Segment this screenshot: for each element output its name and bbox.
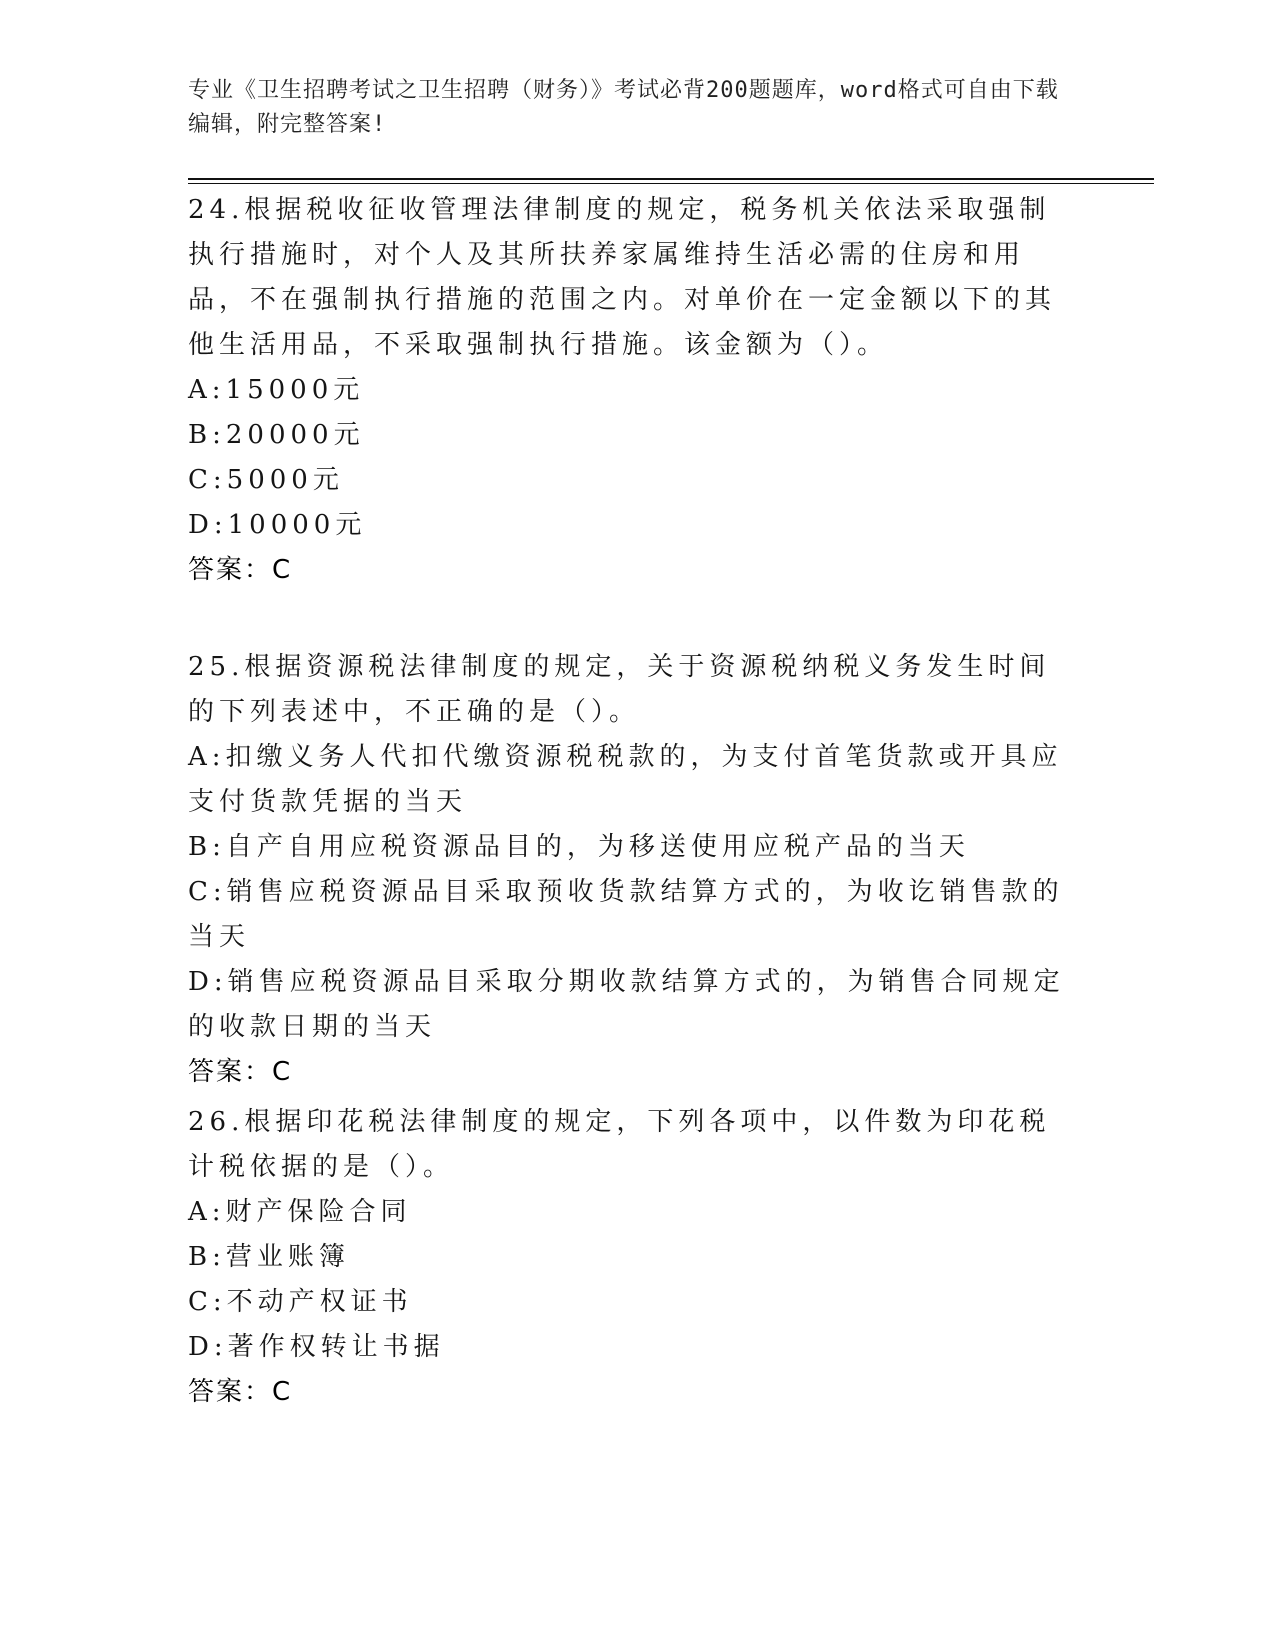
option-d: D:10000元 — [188, 510, 367, 540]
option-b: B:自产自用应税资源品目的，为移送使用应税产品的当天 — [188, 832, 970, 862]
question-24 — [188, 188, 1068, 593]
question-25 — [188, 645, 1068, 1095]
option-c: C:不动产权证书 — [188, 1287, 413, 1317]
answer-line: 答案：C — [188, 1377, 293, 1407]
option-b: B:20000元 — [188, 420, 365, 450]
question-stem: 26.根据印花税法律制度的规定，下列各项中，以件数为印花税计税依据的是（）。 — [188, 1107, 1051, 1182]
option-a: A:15000元 — [188, 375, 365, 405]
question-stem: 24.根据税收征收管理法律制度的规定，税务机关依法采取强制执行措施时，对个人及其所扶养家属维持生活必需的住房和用品，不在强制执行措施的范围之内。对单价在一定金额以下的其他生活用品，不采取强制执行措施。该金额为（）。 — [188, 195, 1057, 360]
question-26 — [188, 1100, 1068, 1415]
answer-line: 答案：C — [188, 555, 293, 585]
question-stem: 25.根据资源税法律制度的规定，关于资源税纳税义务发生时间的下列表述中，不正确的是（）。 — [188, 652, 1051, 727]
document-header: 专业《卫生招聘考试之卫生招聘（财务）》考试必背200题题库，word格式可自由下载编辑，附完整答案! — [188, 78, 1059, 137]
option-a: A:财产保险合同 — [188, 1197, 412, 1227]
header-divider-thick — [188, 178, 1154, 180]
header-divider-thin — [188, 183, 1154, 184]
option-d: D:销售应税资源品目采取分期收款结算方式的，为销售合同规定的收款日期的当天 — [188, 967, 1065, 1042]
option-b: B:营业账簿 — [188, 1242, 350, 1272]
option-a: A:扣缴义务人代扣代缴资源税税款的，为支付首笔货款或开具应支付货款凭据的当天 — [188, 742, 1063, 817]
option-c: C:销售应税资源品目采取预收货款结算方式的，为收讫销售款的当天 — [188, 877, 1064, 952]
option-d: D:著作权转让书据 — [188, 1332, 445, 1362]
option-c: C:5000元 — [188, 465, 344, 495]
answer-line: 答案：C — [188, 1057, 293, 1087]
